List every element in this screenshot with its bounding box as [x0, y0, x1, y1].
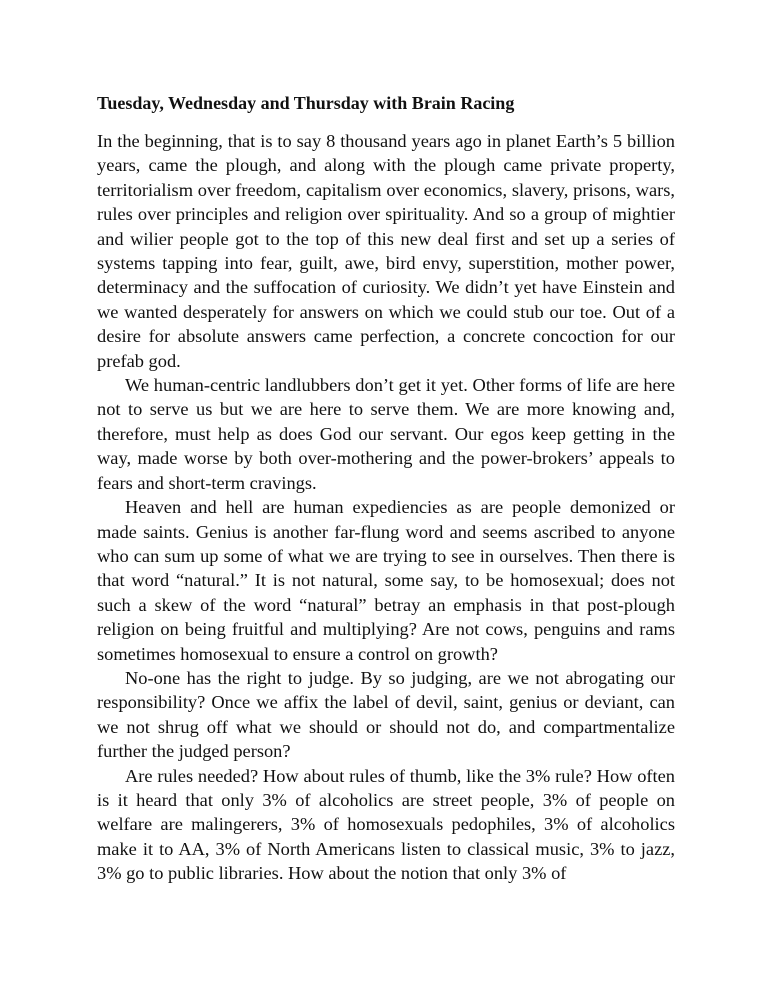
paragraph-5: Are rules needed? How about rules of thumb, like the 3% rule? How often is it heard that only 3% of alcoholics are street people, 3% of people on welfare are malingerers, 3% of homosexuals pedophiles, 3% of alcoholics make it to AA, 3% of North Americans listen to classical music, 3% to jazz, 3% go to public libraries. How about the notion that only 3% of: [97, 765, 675, 884]
document-title: Tuesday, Wednesday and Thursday with Brain Racing: [97, 93, 515, 113]
paragraph-1: In the beginning, that is to say 8 thousand years ago in planet Earth’s 5 billion years, came the plough, and along with the plough came private property, territorialism over freedom, capitalism over economics, slavery, prisons, wars, rules over principles and religion over spirituality. And so a group of mightier and wilier people got to the top of this new deal first and set up a series of systems tapping into fear, guilt, awe, bird envy, superstition, mother power, determinacy and the suffocation of curiosity. We didn’t yet have Einstein and we wanted desperately for answers on which we could stub our toe. Out of a desire for absolute answers came perfection, a concrete concoction for our prefab god.: [97, 131, 675, 371]
paragraph-3: Heaven and hell are human expediencies as are people demonized or made saints. Genius is another far-flung word and seems ascribed to anyone who can sum up some of what we are trying to see in ourselves. Then there is that word “natural.” It is not natural, some say, to be homosexual; does not such a skew of the word “natural” betray an emphasis in that post-plough religion on being fruitful and multiplying? Are not cows, penguins and rams sometimes homosexual to ensure a control on growth?: [97, 497, 675, 664]
paragraph-4: No-one has the right to judge. By so judging, are we not abrogating our responsibility? Once we affix the label of devil, saint, genius or deviant, can we not shrug off what we should or should not do, and compartmentalize further the judged person?: [97, 667, 675, 762]
paragraph-2: We human-centric landlubbers don’t get it yet. Other forms of life are here not to serve us but we are here to serve them. We are more knowing and, therefore, must help as does God our servant. Our egos keep getting in the way, made worse by both over-mothering and the power-brokers’ appeals to fears and short-term cravings.: [97, 375, 675, 493]
document-body: [97, 91, 675, 886]
